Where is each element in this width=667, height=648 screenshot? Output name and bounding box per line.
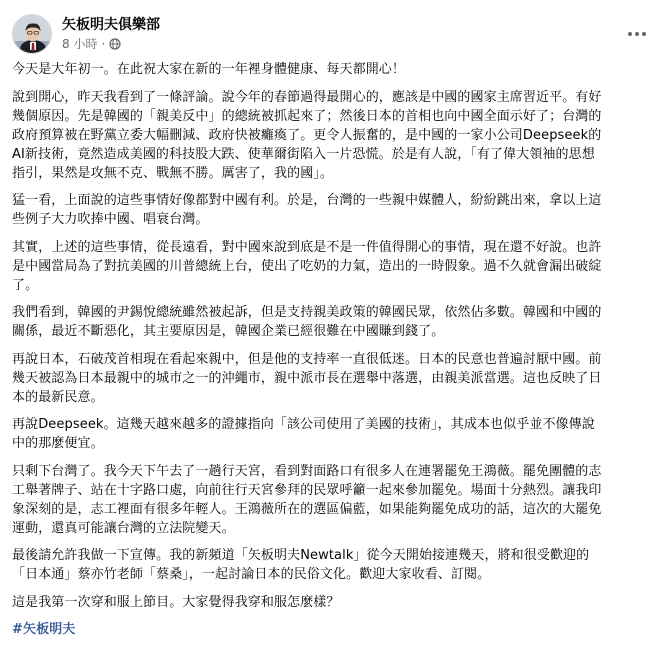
paragraph-comment: 說到開心，昨天我看到了一條評論。說今年的春節過得最開心的，應該是中國的國家主席習近平。有好 幾個原因。先是韓國的「親美反中」的總統被抓起來了；然後日本的首相也向中國全面示好了；台灣的 政府預算被在野黨立委大幅刪減、政府快被癱瘓了。更令人振奮的，是中國的一家小公司Deepseek的 AI新技術，竟然造成美國的科技股大跌、使華爾街陷入一片恐慌。於是有人說，「有了偉大領袖的思想 指引，果然是攻無不克、戰無不勝。厲害了，我的國」。 <box>12 89 602 181</box>
paragraph-kimono: 這是我第一次穿和服上節目。大家覺得我穿和服怎麼樣？ <box>12 594 340 610</box>
meta-separator: · <box>101 37 106 51</box>
paragraph-japan: 再說日本，石破茂首相現在看起來親中，但是他的支持率一直很低迷。日本的民意也普遍討厭中國。前 幾天被認為日本最親中的城市之一的沖繩市，親中派市長在選舉中落選，由親美派當選。這也反映了日 本的最新民意。 <box>12 351 602 405</box>
paragraph-longterm: 其實，上述的這些事情，從長遠看，對中國來說到底是不是一件值得開心的事情，現在還不好說。也許 是中國當局為了對抗美國的川普總統上台，使出了吃奶的力氣，造出的一時假象。過不久就會漏出破綻 了。 <box>12 239 602 293</box>
avatar[interactable] <box>12 14 52 54</box>
more-options-icon <box>627 31 647 37</box>
author-name[interactable]: 矢板明夫俱樂部 <box>62 17 160 33</box>
paragraph-deepseek: 再說Deepseek。這幾天越來越多的證據指向「該公司使用了美國的技術」，其成本也似乎並不像傳說 中的那麼便宜。 <box>12 417 595 451</box>
paragraph-media: 猛一看，上面說的這些事情好像都對中國有利。於是，台灣的一些親中媒體人，紛紛跳出來，拿以上這 些例子大力吹捧中國、唱衰台灣。 <box>12 193 602 227</box>
more-options-button[interactable] <box>625 22 649 46</box>
post-body <box>12 60 658 648</box>
paragraph-promotion: 最後請允許我做一下宣傳。我的新頻道「矢板明夫Newtalk」從今天開始接連幾天，將和很受歡迎的 「日本通」蔡亦竹老師「蔡桑」，一起討論日本的民俗文化。歡迎大家收看、訂閱。 <box>12 548 590 582</box>
paragraph-taiwan: 只剩下台灣了。我今天下午去了一趟行天宮，看到對面路口有很多人在連署罷免王鴻薇。罷免團體的志 工舉著牌子、站在十字路口處，向前往行天宮參拜的民眾呼籲一起來參加罷免。場面十分熱烈。讓我印 象深刻的是，志工裡面有很多年輕人。王鴻薇所在的選區偏藍，如果能夠罷免成功的話，這次的大罷免 運動，還真可能讓台灣的立法院變天。 <box>12 463 602 536</box>
hashtag-link[interactable]: #矢板明夫 <box>12 622 76 637</box>
post-time[interactable]: 8 小時 <box>62 37 98 51</box>
paragraph-korea: 我們看到，韓國的尹錫悅總統雖然被起訴，但是支持親美政策的韓國民眾，依然佔多數。韓國和中國的 關係，最近不斷惡化，其主要原因是，韓國企業已經很難在中國賺到錢了。 <box>12 305 602 339</box>
post-header <box>12 14 655 58</box>
paragraph-greeting: 今天是大年初一。在此祝大家在新的一年裡身體健康、每天都開心！ <box>12 62 406 77</box>
post-meta <box>62 36 121 52</box>
globe-icon <box>109 38 121 50</box>
